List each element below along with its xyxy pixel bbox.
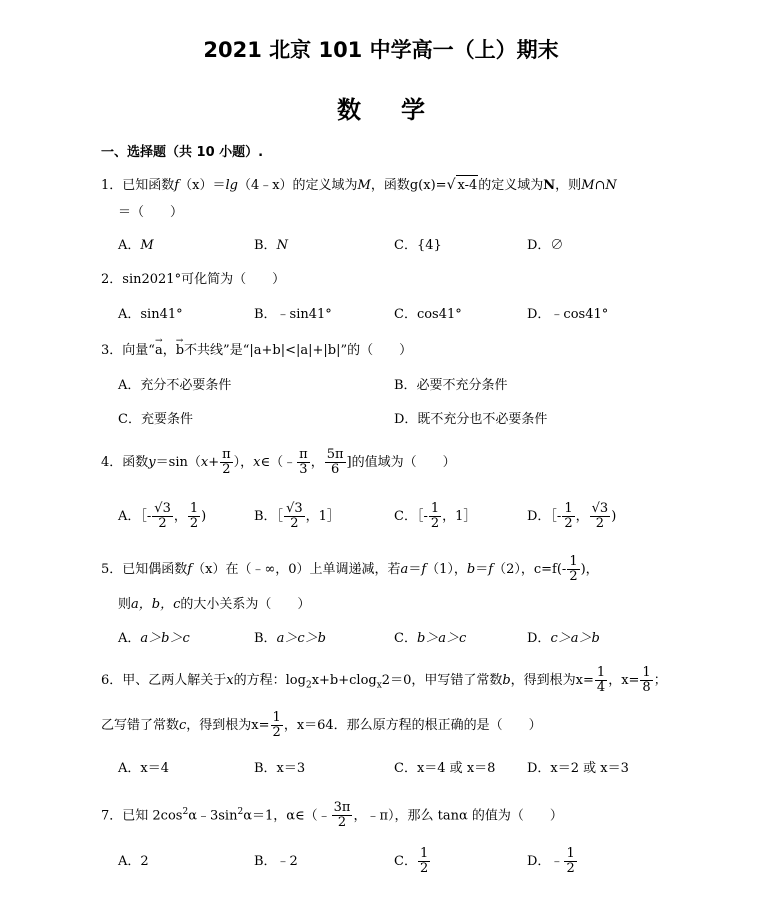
question-7: 7．已知 $2\cos^2\alpha﹣3\sin^2\alpha=1$，α∈（﹣ $\frac{3\pi}{2}$ ，﹣π），那么 tanα 的值为（ ） <box>101 800 563 831</box>
q7-option-c[interactable]: C． $\frac{1}{2}$ <box>394 846 429 876</box>
question-2: 2．sin2021°可化简为（ ） <box>101 272 286 287</box>
question-4: 4．函数y＝sin（x+ $\frac{\pi}{2}$ ），x∈（﹣ $\frac{\pi}{3}$ ， $\frac{5\pi}{6}$ ]的值域为（ ） <box>101 447 456 477</box>
fraction: $\frac{1}{4}$ <box>596 665 606 695</box>
q4-option-a[interactable]: A．［- $\frac{√3}{2}$ ， $\frac{1}{2}$ ) <box>118 501 207 531</box>
q2-option-a[interactable]: A．sin41° <box>118 307 183 322</box>
section-heading: 一、选择题（共 10 小题）. <box>101 145 264 160</box>
q6-option-a[interactable]: A．x＝4 <box>118 761 169 776</box>
question-number: 6． <box>101 673 123 688</box>
radical-sign: √ <box>446 177 456 193</box>
q3-option-a[interactable]: A．充分不必要条件 <box>118 378 232 393</box>
q1-option-b[interactable]: B．N <box>254 238 288 253</box>
question-3: 3．向量“→ a，→ b不共线”是“|a+b|<|a|+|b|”的（ ） <box>101 341 412 361</box>
fraction: $\frac{1}{8}$ <box>642 665 651 695</box>
question-5: 5．已知偶函数f（x）在（﹣∞，0）上单调递减，若a＝f（1），b＝f（2），c=f(- $\frac{1}{2}$ )， <box>101 554 599 584</box>
question-1: 1．已知函数f（x）＝lg（4﹣x）的定义域为M，函数g(x)=√ x-4的定义域为N，则M∩N <box>101 175 617 196</box>
question-number: 2． <box>101 272 123 287</box>
q3-option-b[interactable]: B．必要不充分条件 <box>394 378 508 393</box>
q2-option-d[interactable]: D．﹣cos41° <box>527 307 609 322</box>
q2-option-c[interactable]: C．cos41° <box>394 307 462 322</box>
q4-option-c[interactable]: C．［- $\frac{1}{2}$ ，1］ <box>394 501 477 531</box>
question-6-line2: 乙写错了常数c，得到根为x= $\frac{1}{2}$ ，x＝64．那么原方程的根正确的是（ ） <box>101 710 542 740</box>
exam-subject: 数学 <box>337 95 465 124</box>
q1-option-c[interactable]: C．{4} <box>394 238 442 253</box>
question-number: 1． <box>101 178 123 193</box>
q6-option-c[interactable]: C．x＝4 或 x＝8 <box>394 761 496 776</box>
fraction: $\frac{1}{2}$ <box>272 710 281 740</box>
question-1-line2: ＝（ ） <box>118 205 184 220</box>
question-number: 4． <box>101 455 123 470</box>
q7-option-b[interactable]: B．﹣2 <box>254 854 298 869</box>
q5-option-a[interactable]: A．a＞b＞c <box>118 631 190 646</box>
q1-option-a[interactable]: A．M <box>118 238 154 253</box>
question-number: 5． <box>101 562 123 577</box>
q5-option-c[interactable]: C．b＞a＞c <box>394 631 467 646</box>
fraction: $\frac{5\pi}{6}$ <box>326 447 344 477</box>
q5-option-d[interactable]: D．c＞a＞b <box>527 631 600 646</box>
q3-option-d[interactable]: D．既不充分也不必要条件 <box>394 412 548 427</box>
q7-option-a[interactable]: A．2 <box>118 854 149 869</box>
fraction: $\frac{\pi}{3}$ <box>299 447 308 477</box>
q7-option-d[interactable]: D．﹣ $\frac{1}{2}$ <box>527 846 575 876</box>
question-5-line2: 则a，b，c的大小关系为（ ） <box>118 597 311 612</box>
radicand: x-4 <box>456 175 478 196</box>
q2-option-b[interactable]: B．﹣sin41° <box>254 307 332 322</box>
q4-option-b[interactable]: B．［ $\frac{√3}{2}$ ，1］ <box>254 501 340 531</box>
vector-a: → a <box>155 341 163 361</box>
fraction: $\frac{3\pi}{2}$ <box>333 800 351 831</box>
question-number: 7． <box>101 808 123 824</box>
question-6: 6．甲、乙两人解关于x的方程：$\log_2x+b+clog_x2=0$，甲写错了常数b，得到根为x= $\frac{1}{4}$ ，x= $\frac{1}{8}$ ； <box>101 665 667 695</box>
fraction: $\frac{1}{2}$ <box>569 554 578 584</box>
q6-option-b[interactable]: B．x＝3 <box>254 761 306 776</box>
q4-option-d[interactable]: D．［- $\frac{1}{2}$ ， $\frac{√3}{2}$ ) <box>527 501 617 531</box>
fraction: $\frac{\pi}{2}$ <box>222 447 231 477</box>
abs-inequality: |a+b|<|a|+|b| <box>249 343 341 358</box>
q1-option-d[interactable]: D．∅ <box>527 238 564 253</box>
question-number: 3． <box>101 343 123 358</box>
q6-option-d[interactable]: D．x＝2 或 x＝3 <box>527 761 629 776</box>
exam-title: 2021 北京 101 中学高一（上）期末 <box>203 38 559 62</box>
vector-b: → b <box>176 341 184 361</box>
q3-option-c[interactable]: C．充要条件 <box>118 412 193 427</box>
q5-option-b[interactable]: B．a＞c＞b <box>254 631 326 646</box>
